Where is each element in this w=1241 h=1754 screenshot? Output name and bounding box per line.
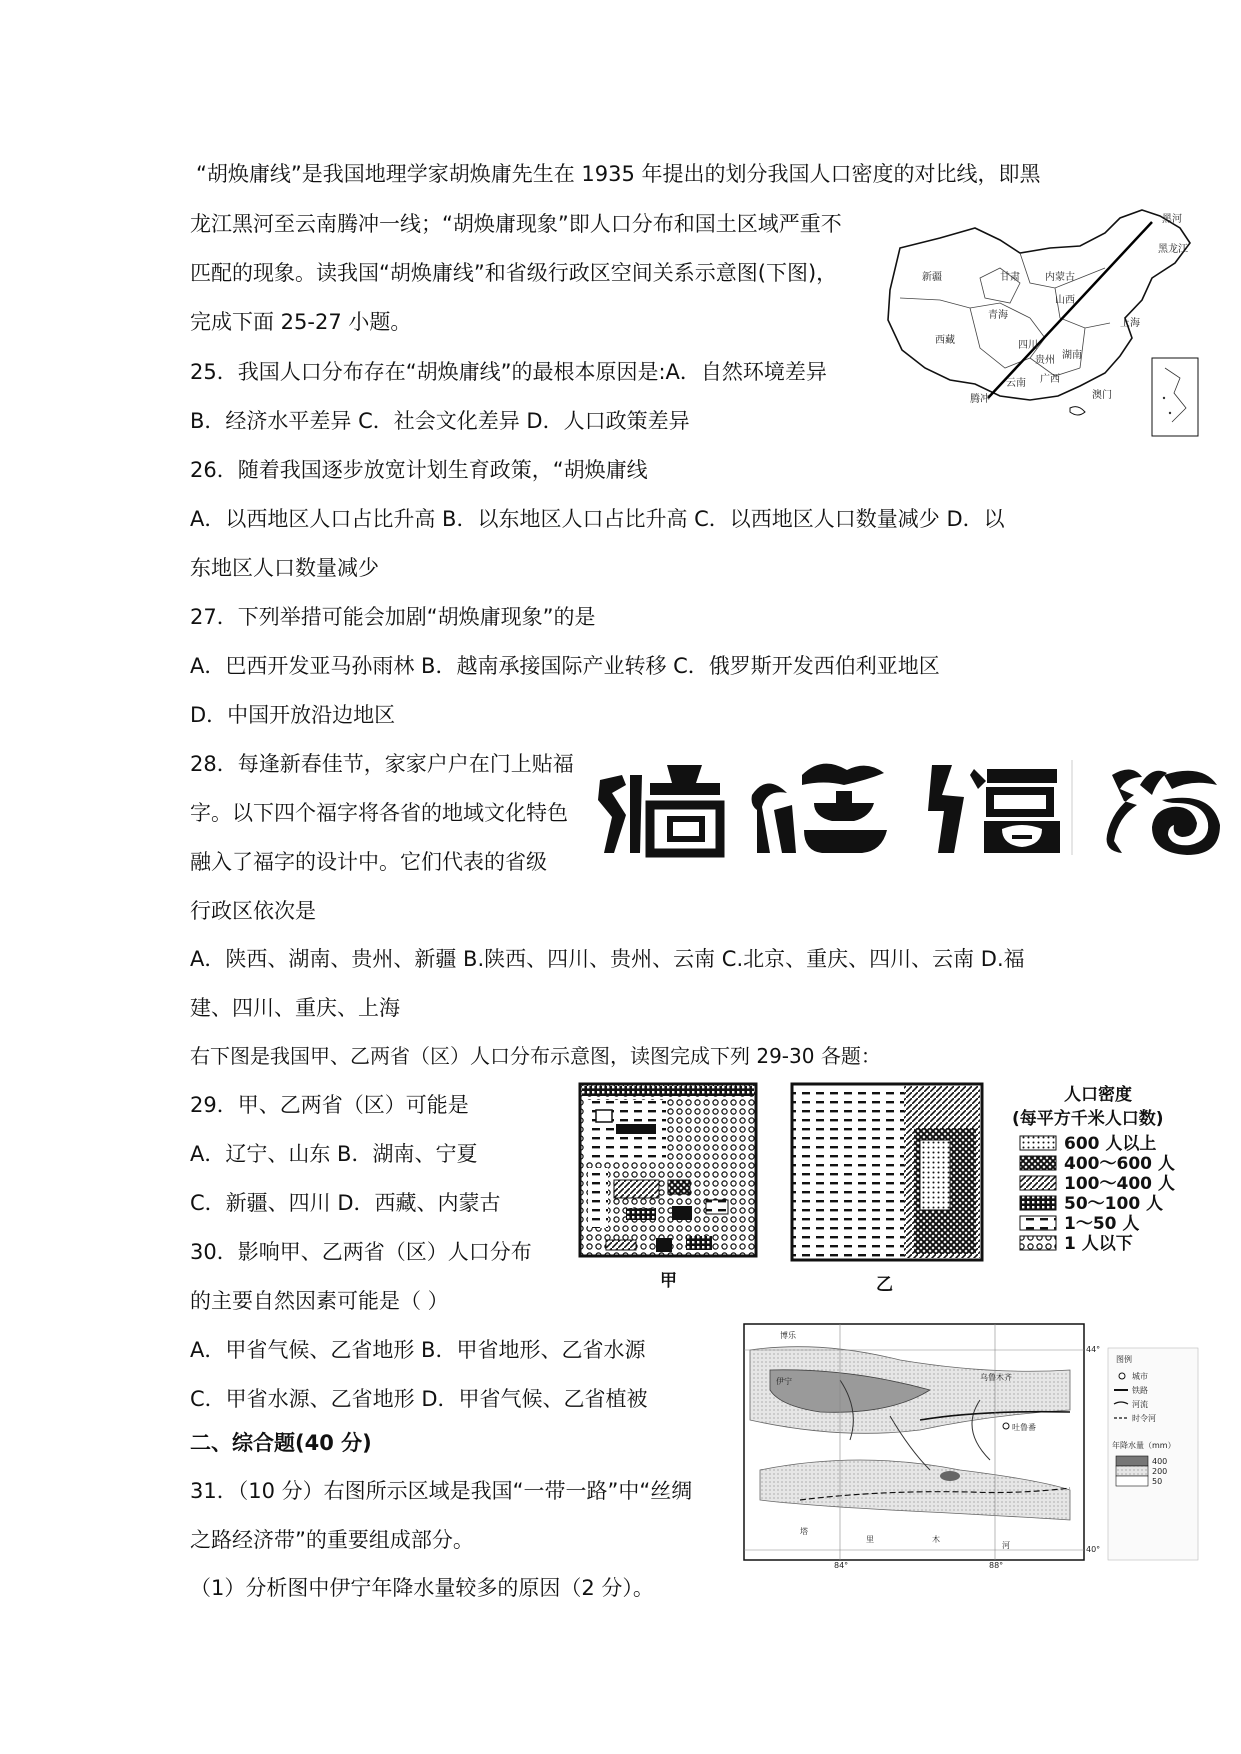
precip-400: 400	[1152, 1457, 1168, 1466]
population-density-figure	[576, 1080, 1216, 1298]
province-jia-label: 甲	[660, 1271, 677, 1291]
legend-seasonal-river: 时令河	[1132, 1414, 1156, 1423]
place-turpan: 吐鲁番	[1012, 1423, 1036, 1432]
legend-subtitle: (每平方千米人口数)	[1012, 1109, 1164, 1129]
q30-options-cd: C．甲省水源、乙省地形 D．甲省气候、乙省植被	[190, 1387, 648, 1411]
china-hu-line-map	[880, 208, 1200, 438]
legend-item-1: 600 人以上	[1064, 1134, 1157, 1154]
province-jia-panel	[580, 1084, 756, 1291]
intro-line-4: 完成下面 25-27 小题。	[190, 310, 412, 334]
q26-options: A．以西地区人口占比升高 B．以东地区人口占比升高 C．以西地区人口数量减少 D．以	[190, 507, 1005, 531]
place-li: 里	[866, 1535, 874, 1544]
q31-stem-1: 31．（10 分）右图所示区域是我国“一带一路”中“丝绸	[190, 1479, 693, 1503]
q28-options-cont: 建、四川、重庆、上海	[190, 996, 400, 1020]
legend-item-4: 50～100 人	[1064, 1194, 1164, 1214]
q28-options: A．陕西、湖南、贵州、新疆 B.陕西、四川、贵州、云南 C.北京、重庆、四川、云南 D.福	[190, 947, 1025, 971]
province-yi-panel	[792, 1084, 982, 1295]
q28-stem-2: 字。以下四个福字将各省的地域文化特色	[190, 801, 568, 825]
q31-sub-1: （1）分析图中伊宁年降水量较多的原因（2 分）。	[190, 1576, 654, 1600]
precip-200: 200	[1152, 1467, 1168, 1476]
q28-stem-4: 行政区依次是	[190, 899, 316, 923]
q30-stem-1: 30．影响甲、乙两省（区）人口分布	[190, 1240, 532, 1264]
legend-river: 河流	[1132, 1400, 1148, 1409]
legend-item-6: 1 人以下	[1064, 1234, 1133, 1254]
map-label-shanghai: 上海	[1120, 318, 1140, 329]
fu-design-4	[1107, 769, 1220, 855]
precip-50: 50	[1152, 1477, 1163, 1486]
place-bole: 博乐	[780, 1331, 796, 1340]
q31-stem-2: 之路经济带”的重要组成部分。	[190, 1528, 474, 1552]
q28-stem-1: 28．每逢新春佳节，家家户户在门上贴福	[190, 752, 574, 776]
q25-options: B．经济水平差异 C．社会文化差异 D．人口政策差异	[190, 409, 690, 433]
map-label-heilongjiang: 黑龙江	[1158, 244, 1188, 255]
map-label-guangxi: 广西	[1040, 374, 1060, 385]
q30-options-ab: A．甲省气候、乙省地形 B．甲省地形、乙省水源	[190, 1338, 646, 1362]
lat-bottom-label: 40°	[1086, 1545, 1101, 1554]
place-yining: 伊宁	[776, 1377, 792, 1386]
legend-item-3: 100～400 人	[1064, 1174, 1175, 1194]
q30-stem-2: 的主要自然因素可能是（ ）	[190, 1289, 449, 1313]
map-label-qinghai: 青海	[988, 310, 1008, 321]
province-yi-label: 乙	[876, 1275, 893, 1295]
map-label-aomen: 澳门	[1092, 390, 1112, 401]
map-label-tengchong: 腾冲	[970, 394, 990, 405]
fu-design-3	[928, 765, 1060, 853]
map-label-hunan: 湖南	[1062, 350, 1082, 361]
xinjiang-silk-road-map	[740, 1320, 1200, 1570]
precip-legend-title: 年降水量（mm）	[1112, 1441, 1176, 1450]
map-label-gansu: 甘肃	[1000, 272, 1020, 283]
xinjiang-map-legend	[1108, 1348, 1198, 1560]
legend-railway: 铁路	[1132, 1386, 1148, 1395]
q27-options: A．巴西开发亚马孙雨林 B．越南承接国际产业转移 C．俄罗斯开发西伯利亚地区	[190, 654, 940, 678]
place-he: 河	[1002, 1541, 1010, 1550]
q29-stem: 29．甲、乙两省（区）可能是	[190, 1093, 469, 1117]
q27-option-d: D．中国开放沿边地区	[190, 703, 396, 727]
q29-options-cd: C．新疆、四川 D．西藏、内蒙古	[190, 1191, 501, 1215]
lon-left-label: 84°	[834, 1561, 849, 1570]
legend-item-5: 1～50 人	[1064, 1214, 1140, 1234]
q25-stem: 25．我国人口分布存在“胡焕庸线”的最根本原因是:A．自然环境差异	[190, 360, 827, 384]
fu-design-2	[752, 764, 887, 853]
place-mu: 木	[932, 1535, 940, 1544]
q27-stem: 27．下列举措可能会加剧“胡焕庸现象”的是	[190, 605, 596, 629]
q28-stem-3: 融入了福字的设计中。它们代表的省级	[190, 850, 547, 874]
map-label-neimenggu: 内蒙古	[1045, 272, 1075, 283]
section-2-heading: 二、综合题(40 分)	[190, 1431, 372, 1455]
legend-title: 人口密度	[1064, 1085, 1132, 1105]
map-label-sichuan: 四川	[1018, 340, 1038, 351]
q26-options-cont: 东地区人口数量减少	[190, 556, 379, 580]
map-label-yunnan: 云南	[1006, 378, 1026, 389]
legend-city: 城市	[1132, 1372, 1148, 1381]
intro-29-30: 右下图是我国甲、乙两省（区）人口分布示意图，读图完成下列 29-30 各题：	[190, 1044, 881, 1068]
lat-top-label: 44°	[1086, 1345, 1101, 1354]
map-label-xizang: 西藏	[935, 335, 955, 346]
lon-right-label: 88°	[989, 1561, 1004, 1570]
map-label-xinjiang: 新疆	[922, 272, 942, 283]
map-label-guizhou: 贵州	[1035, 355, 1055, 366]
fu-design-1	[598, 765, 720, 853]
map-label-heihe: 黑河	[1162, 214, 1182, 225]
intro-line-1: “胡焕庸线”是我国地理学家胡焕庸先生在 1935 年提出的划分我国人口密度的对比线，即黑	[196, 162, 1041, 186]
population-legend	[1012, 1084, 1175, 1254]
map-label-shanxi: 山西	[1055, 295, 1075, 306]
place-urumqi: 乌鲁木齐	[980, 1373, 1012, 1382]
legend-item-2: 400～600 人	[1064, 1154, 1175, 1174]
fu-characters-figure	[592, 755, 1224, 863]
place-ta: 塔	[800, 1527, 808, 1536]
intro-line-2: 龙江黑河至云南腾冲一线；“胡焕庸现象”即人口分布和国土区域严重不	[190, 212, 842, 236]
q29-options-ab: A．辽宁、山东 B．湖南、宁夏	[190, 1142, 478, 1166]
map-legend-title: 图例	[1116, 1355, 1132, 1364]
q26-stem: 26．随着我国逐步放宽计划生育政策，“胡焕庸线	[190, 458, 648, 482]
intro-line-3: 匹配的现象。读我国“胡焕庸线”和省级行政区空间关系示意图(下图)，	[190, 261, 838, 285]
